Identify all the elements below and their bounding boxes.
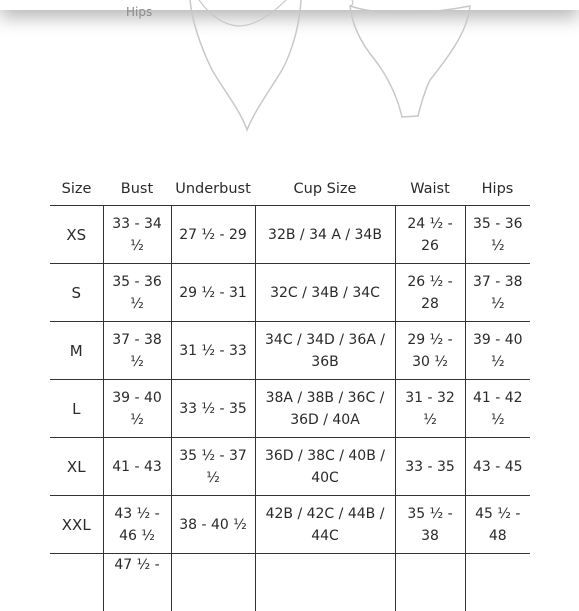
cell-hips: 41 - 42 ½ — [465, 380, 530, 438]
header-size: Size — [50, 172, 103, 206]
briefs-sketch — [350, 6, 470, 117]
cell-underbust: 31 ½ - 33 — [171, 322, 255, 380]
cell-waist: 24 ½ - 26 — [395, 206, 465, 264]
table-row — [50, 264, 530, 322]
table-row — [50, 496, 530, 554]
cell-cup-size: 34C / 34D / 36A / 36B — [255, 322, 395, 380]
cell-bust: 47 ½ - — [103, 554, 171, 611]
cell-waist: 33 - 35 — [395, 438, 465, 496]
cell-waist: 31 - 32 ½ — [395, 380, 465, 438]
cell-hips: 45 ½ - 48 — [465, 496, 530, 554]
cell-bust: 35 - 36 ½ — [103, 264, 171, 322]
cell-waist: 35 ½ - 38 — [395, 496, 465, 554]
cell-underbust: 33 ½ - 35 — [171, 380, 255, 438]
cell-waist: 26 ½ - 28 — [395, 264, 465, 322]
cell-bust: 33 - 34 ½ — [103, 206, 171, 264]
cell-size: XL — [50, 438, 103, 496]
cell-underbust: 29 ½ - 31 — [171, 264, 255, 322]
garment-sketch — [0, 0, 579, 140]
cell-hips — [465, 554, 530, 611]
cell-bust: 39 - 40 ½ — [103, 380, 171, 438]
cell-cup-size: 32C / 34B / 34C — [255, 264, 395, 322]
header-cup-size: Cup Size — [255, 172, 395, 206]
cell-hips: 35 - 36 ½ — [465, 206, 530, 264]
cell-bust: 43 ½ - 46 ½ — [103, 496, 171, 554]
cell-bust: 37 - 38 ½ — [103, 322, 171, 380]
table-row — [50, 322, 530, 380]
cell-hips: 43 - 45 — [465, 438, 530, 496]
cell-hips: 39 - 40 ½ — [465, 322, 530, 380]
cell-underbust: 38 - 40 ½ — [171, 496, 255, 554]
cell-size: S — [50, 264, 103, 322]
cell-waist — [395, 554, 465, 611]
table-row — [50, 554, 530, 611]
cell-cup-size — [255, 554, 395, 611]
sketch-hips-label: Hips — [126, 5, 152, 19]
cell-size — [50, 554, 103, 611]
cell-size: XXL — [50, 496, 103, 554]
bodysuit-sketch — [190, 0, 301, 130]
cell-underbust: 35 ½ - 37 ½ — [171, 438, 255, 496]
header-hips: Hips — [465, 172, 530, 206]
cell-waist: 29 ½ - 30 ½ — [395, 322, 465, 380]
cell-size: L — [50, 380, 103, 438]
size-chart-table — [50, 172, 530, 611]
header-waist: Waist — [395, 172, 465, 206]
cell-bust: 41 - 43 — [103, 438, 171, 496]
cell-underbust: 27 ½ - 29 — [171, 206, 255, 264]
cell-underbust — [171, 554, 255, 611]
table-row — [50, 206, 530, 264]
table-row — [50, 438, 530, 496]
cell-cup-size: 38A / 38B / 36C / 36D / 40A — [255, 380, 395, 438]
cell-cup-size: 42B / 42C / 44B / 44C — [255, 496, 395, 554]
header-underbust: Underbust — [171, 172, 255, 206]
cell-cup-size: 36D / 38C / 40B / 40C — [255, 438, 395, 496]
table-header-row — [50, 172, 530, 206]
header-bust: Bust — [103, 172, 171, 206]
table-row — [50, 380, 530, 438]
cell-hips: 37 - 38 ½ — [465, 264, 530, 322]
cell-size: M — [50, 322, 103, 380]
cell-size: XS — [50, 206, 103, 264]
cell-cup-size: 32B / 34 A / 34B — [255, 206, 395, 264]
